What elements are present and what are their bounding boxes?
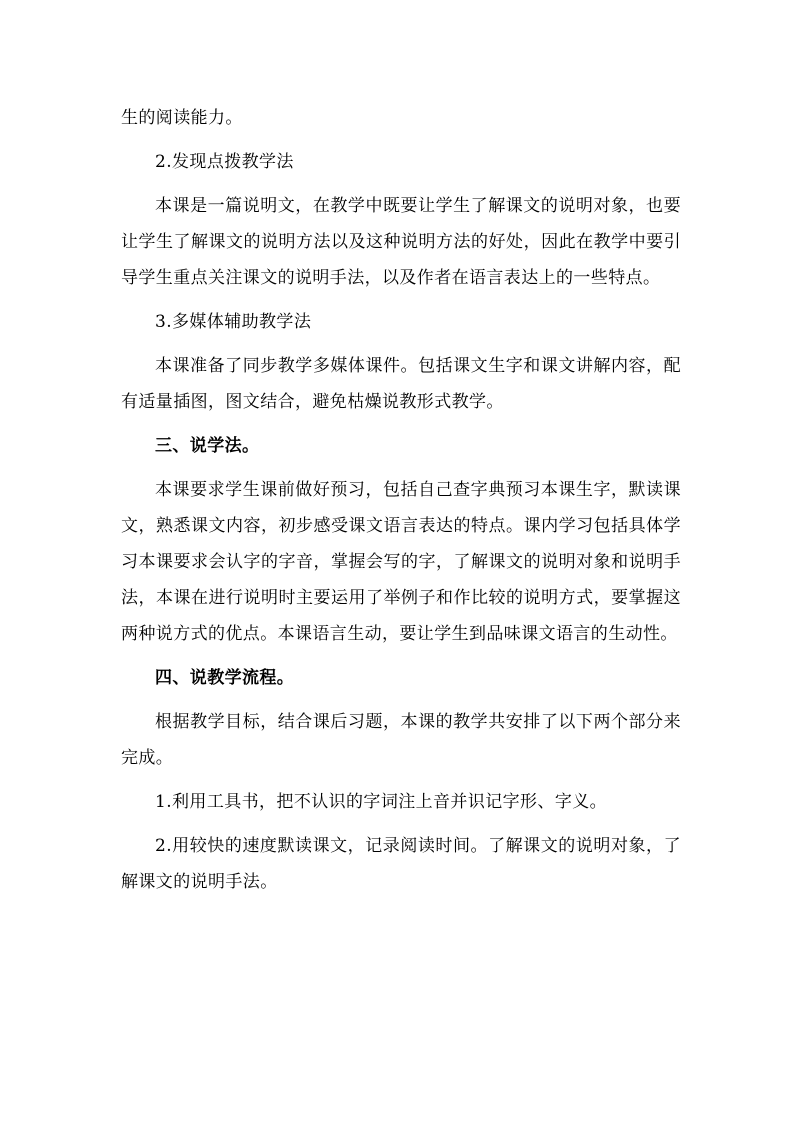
paragraph-multimedia-method: 本课准备了同步教学多媒体课件。包括课文生字和课文讲解内容，配有适量插图，图文结合，避免枯燥说教形式教学。	[121, 356, 681, 412]
process-step-1: 1.利用工具书，把不认识的字词注上音并识记字形、字义。	[155, 792, 608, 812]
process-step-2: 2.用较快的速度默读课文，记录阅读时间。了解课文的说明对象，了解课文的说明手法。	[121, 836, 681, 892]
section-heading-learning-method: 三、说学法。	[155, 436, 260, 456]
paragraph-teaching-process: 根据教学目标，结合课后习题，本课的教学共安排了以下两个部分来完成。	[121, 712, 681, 768]
document-body	[121, 100, 681, 900]
method-item-3: 3.多媒体辅助教学法	[155, 312, 312, 332]
paragraph-learning-method: 本课要求学生课前做好预习，包括自己查字典预习本课生字，默读课文，熟悉课文内容，初步感受课文语言表达的特点。课内学习包括具体学习本课要求会认字的字音，掌握会写的字，了解课文的说明对象和说明手法，本课在进行说明时主要运用了举例子和作比较的说明方式，要掌握这两种说方式的优点。本课语言生动，要让学生到品味课文语言的生动性。	[121, 480, 681, 644]
paragraph-continuation: 生的阅读能力。	[121, 108, 243, 128]
method-item-2: 2.发现点拨教学法	[155, 152, 294, 172]
paragraph-discovery-method: 本课是一篇说明文，在教学中既要让学生了解课文的说明对象，也要让学生了解课文的说明方法以及这种说明方法的好处，因此在教学中要引导学生重点关注课文的说明手法，以及作者在语言表达上的一些特点。	[121, 196, 681, 288]
section-heading-teaching-process: 四、说教学流程。	[155, 668, 295, 688]
